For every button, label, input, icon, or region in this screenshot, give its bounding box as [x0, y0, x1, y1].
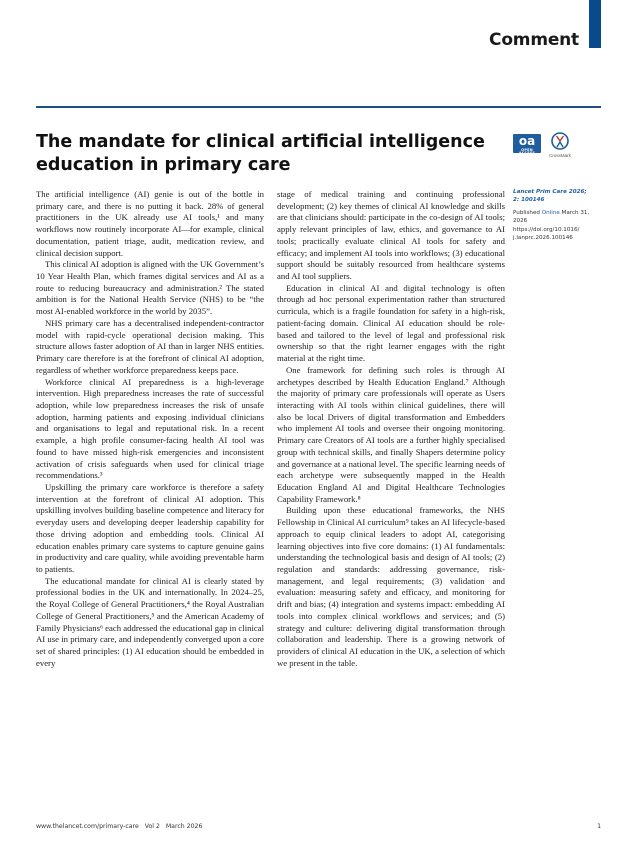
citation-journal[interactable]: Lancet Prim Care — [513, 189, 567, 195]
body-column-2 — [277, 189, 505, 669]
footer-citation — [36, 823, 202, 830]
paragraph: Building upon these educational frameworks, the NHS Fellowship in Clinical AI curriculum⁹ takes an AI lifecycle-based approach to equip clinical leaders to adopt AI, categorising learning objectives into five core domains: (1) AI fundamentals: understanding the technological basis and design of AI tools; (2) regulation and standards: addressing governance, risk-management, and legal requirements; (3) validation and evaluation: measuring safety and efficacy, and monitoring for drift and bias; (4) integration and systems impact: embedding AI tools into complex clinical workflows and services; and (5) strategy and culture: delivering digital transformation through collaboration and leadership. There is a growing network of providers of clinical AI education in the UK, a selection of which we present in the table. — [277, 505, 505, 668]
crossmark-icon[interactable] — [548, 132, 572, 159]
paragraph: The educational mandate for clinical AI is clearly stated by professional bodies in the UK and internationally. In 2024–25, the Royal College of General Practitioners,⁴ the Royal Australian College of General Practitioners,⁵ and the American Academy of Family Physicians⁶ each addressed the educational gap in clinical AI use in primary care, and independently converged upon a core set of shared principles: (1) AI education should be embedded in every — [36, 575, 264, 668]
crossmark-glyph — [551, 132, 569, 152]
published-date: March 31, — [559, 209, 590, 216]
published-online-link[interactable]: Online — [541, 209, 560, 216]
section-label: Comment — [489, 30, 579, 50]
footer-volume: Vol 2 — [144, 823, 160, 830]
paragraph: Upskilling the primary care workforce is therefore a safety intervention at the forefront of clinical AI adoption. This upskilling involves building baseline competence and literacy for everyday users and developing deeper leadership capability for those driving adoption and embedding tools. Clinical AI education enables primary care systems to capture genuine gains in productivity and care quality, while avoiding preventable harm to patients. — [36, 481, 264, 574]
paragraph: This clinical AI adoption is aligned with the UK Government’s 10 Year Health Plan, which frames digital services and AI as a route to reducing bureaucracy and administration.² The stated ambition is for the National Health Service (NHS) to be “the most AI-enabled workforce in the world by 2035”. — [36, 259, 264, 317]
citation-line — [513, 188, 599, 196]
footer-date: March 2026 — [165, 823, 203, 830]
citation-volume: 2: 100146 — [513, 197, 545, 204]
paragraph: The artificial intelligence (AI) genie is out of the bottle in primary care, and there is no putting it back. 28% of general practitioners in the UK already use AI tools,¹ and many workflows now routinely incorporate AI—for example, clinical documentation, patient triage, audit, medication review, and clinical decision support. — [36, 189, 264, 258]
paragraph: stage of medical training and continuing professional development; (2) key themes of clinical AI knowledge and skills are that clinicians should: participate in the co-design of AI tools; apply relevant principles of law, ethics, and governance to AI tools; practically evaluate clinical AI tools for safety and efficacy; and implement AI tools into workflows; (3) educational support should be suitably resourced from healthcare systems and AI tool suppliers. — [277, 189, 505, 282]
article-title: The mandate for clinical artificial intelligence education in primary care — [36, 132, 485, 175]
published-line — [513, 209, 599, 217]
open-access-label: oa — [518, 134, 536, 148]
article-metadata — [513, 188, 599, 242]
crossmark-label: CrossMark — [549, 153, 571, 158]
published-year: 2026 — [513, 218, 528, 225]
doi-link-part-1[interactable]: https://doi.org/10.1016/ — [513, 226, 580, 233]
citation-year: 2026; — [566, 189, 587, 195]
page-number: 1 — [597, 823, 601, 830]
paragraph: Education in clinical AI and digital technology is often through ad hoc personal experimentation rather than structured curricula, which is a fragile foundation for safety in a high-risk, patient-facing domain. Clinical AI education should be role-based and tailored to the level of legal and professional risk ownership so that the right learner engages with the right material at the right time. — [277, 282, 505, 364]
open-access-icon[interactable] — [513, 134, 541, 153]
footer-url[interactable]: www.thelancet.com/primary-care — [36, 823, 139, 830]
paragraph: One framework for defining such roles is through AI archetypes described by Health Education England.⁷ Although the majority of primary care professionals will operate as Users interacting with AI tools within clinical guidelines, there will also be local Drivers of digital transformation and Embedders who implement AI tools and oversee their ongoing monitoring. Primary care Creators of AI tools are a further highly specialised group with technical skills, and finally Shapers determine policy and governance at a national level. The specific learning needs of each archetype were subsequently mapped in the Health Education England AI and Digital Healthcare Technologies Capability Framework.⁸ — [277, 364, 505, 504]
paragraph: NHS primary care has a decentralised independent-contractor model with rapid-cycle operational decision making. This structure allows faster adoption of AI than in larger NHS entities. Primary care therefore is at the forefront of clinical AI adoption, regardless of whether workforce preparedness keeps pace. — [36, 317, 264, 375]
doi-link-part-2[interactable]: j.lanprc.2026.100146 — [513, 235, 573, 242]
open-access-sublabel: OPEN ACCESS — [518, 148, 536, 155]
published-label: Published — [513, 209, 542, 216]
body-column-1 — [36, 189, 264, 669]
header-accent-bar — [589, 0, 601, 48]
paragraph: Workforce clinical AI preparedness is a high-leverage intervention. High preparedness increases the rate of successful adoption, while low preparedness increases the risk of unsafe adoption, harming patients and exposing individual clinicians and organisations to legal and reputational risk. In a recent example, a high profile consumer-facing health AI tool was found to have missed high-risk emergencies and inconsistent activation of crisis safeguards when used for clinical triage recommendations.³ — [36, 376, 264, 481]
header-rule — [36, 106, 601, 108]
